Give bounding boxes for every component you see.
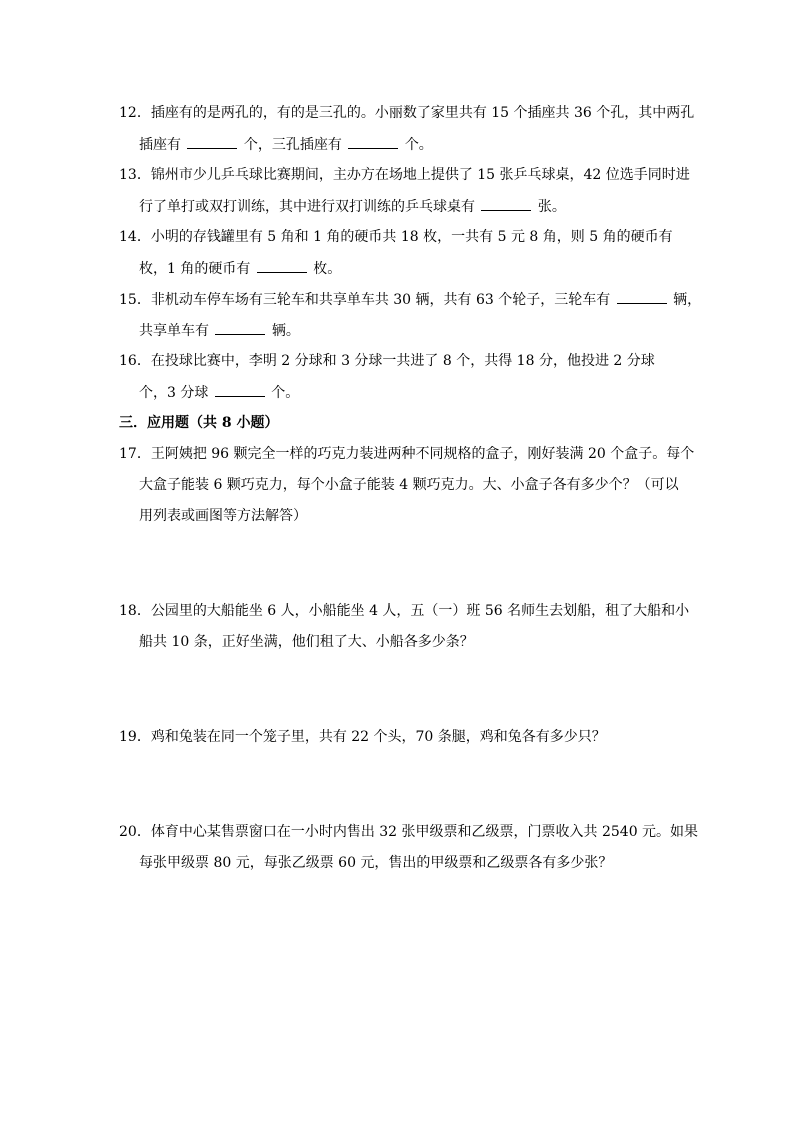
q12-line1: 12．插座有的是两孔的，有的是三孔的。小丽数了家里共有 15 个插座共 36 个孔，其中两孔	[119, 105, 695, 121]
q14-text-a: 枚，1 角的硬币有	[139, 261, 251, 277]
q16-text-a: 个，3 分球	[139, 385, 209, 401]
q15-text-a: 15．非机动车停车场有三轮车和共享单车共 30 辆，共有 63 个轮子，三轮车有	[119, 292, 611, 308]
q16-blank-1[interactable]	[215, 382, 265, 397]
q12-text-c: 个。	[404, 137, 433, 153]
q12-blank-2[interactable]	[348, 134, 398, 149]
q15-line2	[139, 320, 300, 341]
q13-blank-1[interactable]	[481, 196, 531, 211]
q17-line1: 17．王阿姨把 96 颗完全一样的巧克力装进两种不同规格的盒子，刚好装满 20 个盒子。每个	[119, 446, 695, 462]
q15-text-b: 辆，	[673, 292, 702, 308]
q20-line1: 20．体育中心某售票窗口在一小时内售出 32 张甲级票和乙级票，门票收入共 2540 元。如果	[119, 824, 699, 840]
q19-line1: 19．鸡和兔装在同一个笼子里，共有 22 个头，70 条腿，鸡和兔各有多少只？	[119, 729, 606, 745]
q15-blank-2[interactable]	[215, 320, 265, 335]
q20-line2: 每张甲级票 80 元，每张乙级票 60 元，售出的甲级票和乙级票各有多少张？	[139, 855, 613, 871]
q14-line2	[139, 258, 341, 279]
q12-text-a: 插座有	[139, 137, 181, 153]
q14-line1: 14．小明的存钱罐里有 5 角和 1 角的硬币共 18 枚，一共有 5 元 8 角，则 5 角的硬币有	[119, 229, 673, 245]
q16-line1: 16．在投球比赛中，李明 2 分球和 3 分球一共进了 8 个，共得 18 分，他投进 2 分球	[119, 353, 655, 369]
q15-blank-1[interactable]	[617, 289, 667, 304]
q13-line1: 13．锦州市少儿乒乓球比赛期间，主办方在场地上提供了 15 张乒乓球桌，42 位选手同时进	[119, 167, 690, 183]
q14-text-b: 枚。	[313, 261, 342, 277]
q14-blank-1[interactable]	[257, 258, 307, 273]
section-heading: 三．应用题（共 8 小题）	[119, 415, 279, 431]
q13-text-a: 行了单打或双打训练，其中进行双打训练的乒乓球桌有	[139, 199, 475, 215]
q16-line2	[139, 382, 299, 403]
q15-text-d: 辆。	[271, 323, 300, 339]
q13-line2	[139, 196, 566, 217]
q17-line3: 用列表或画图等方法解答）	[139, 508, 307, 524]
q12-blank-1[interactable]	[187, 134, 237, 149]
q17-line2: 大盒子能装 6 颗巧克力，每个小盒子能装 4 颗巧克力。大、小盒子各有多少个？（可以	[139, 477, 679, 493]
q15-line1	[119, 289, 701, 310]
q18-line2: 船共 10 条，正好坐满，他们租了大、小船各多少条？	[139, 634, 474, 650]
q16-text-b: 个。	[271, 385, 300, 401]
q12-text-b: 个，三孔插座有	[243, 137, 342, 153]
q18-line1: 18．公园里的大船能坐 6 人，小船能坐 4 人，五（一）班 56 名师生去划船，租了大船和小	[119, 603, 690, 619]
q12-line2	[139, 134, 433, 155]
q15-text-c: 共享单车有	[139, 323, 209, 339]
q13-text-b: 张。	[537, 199, 566, 215]
